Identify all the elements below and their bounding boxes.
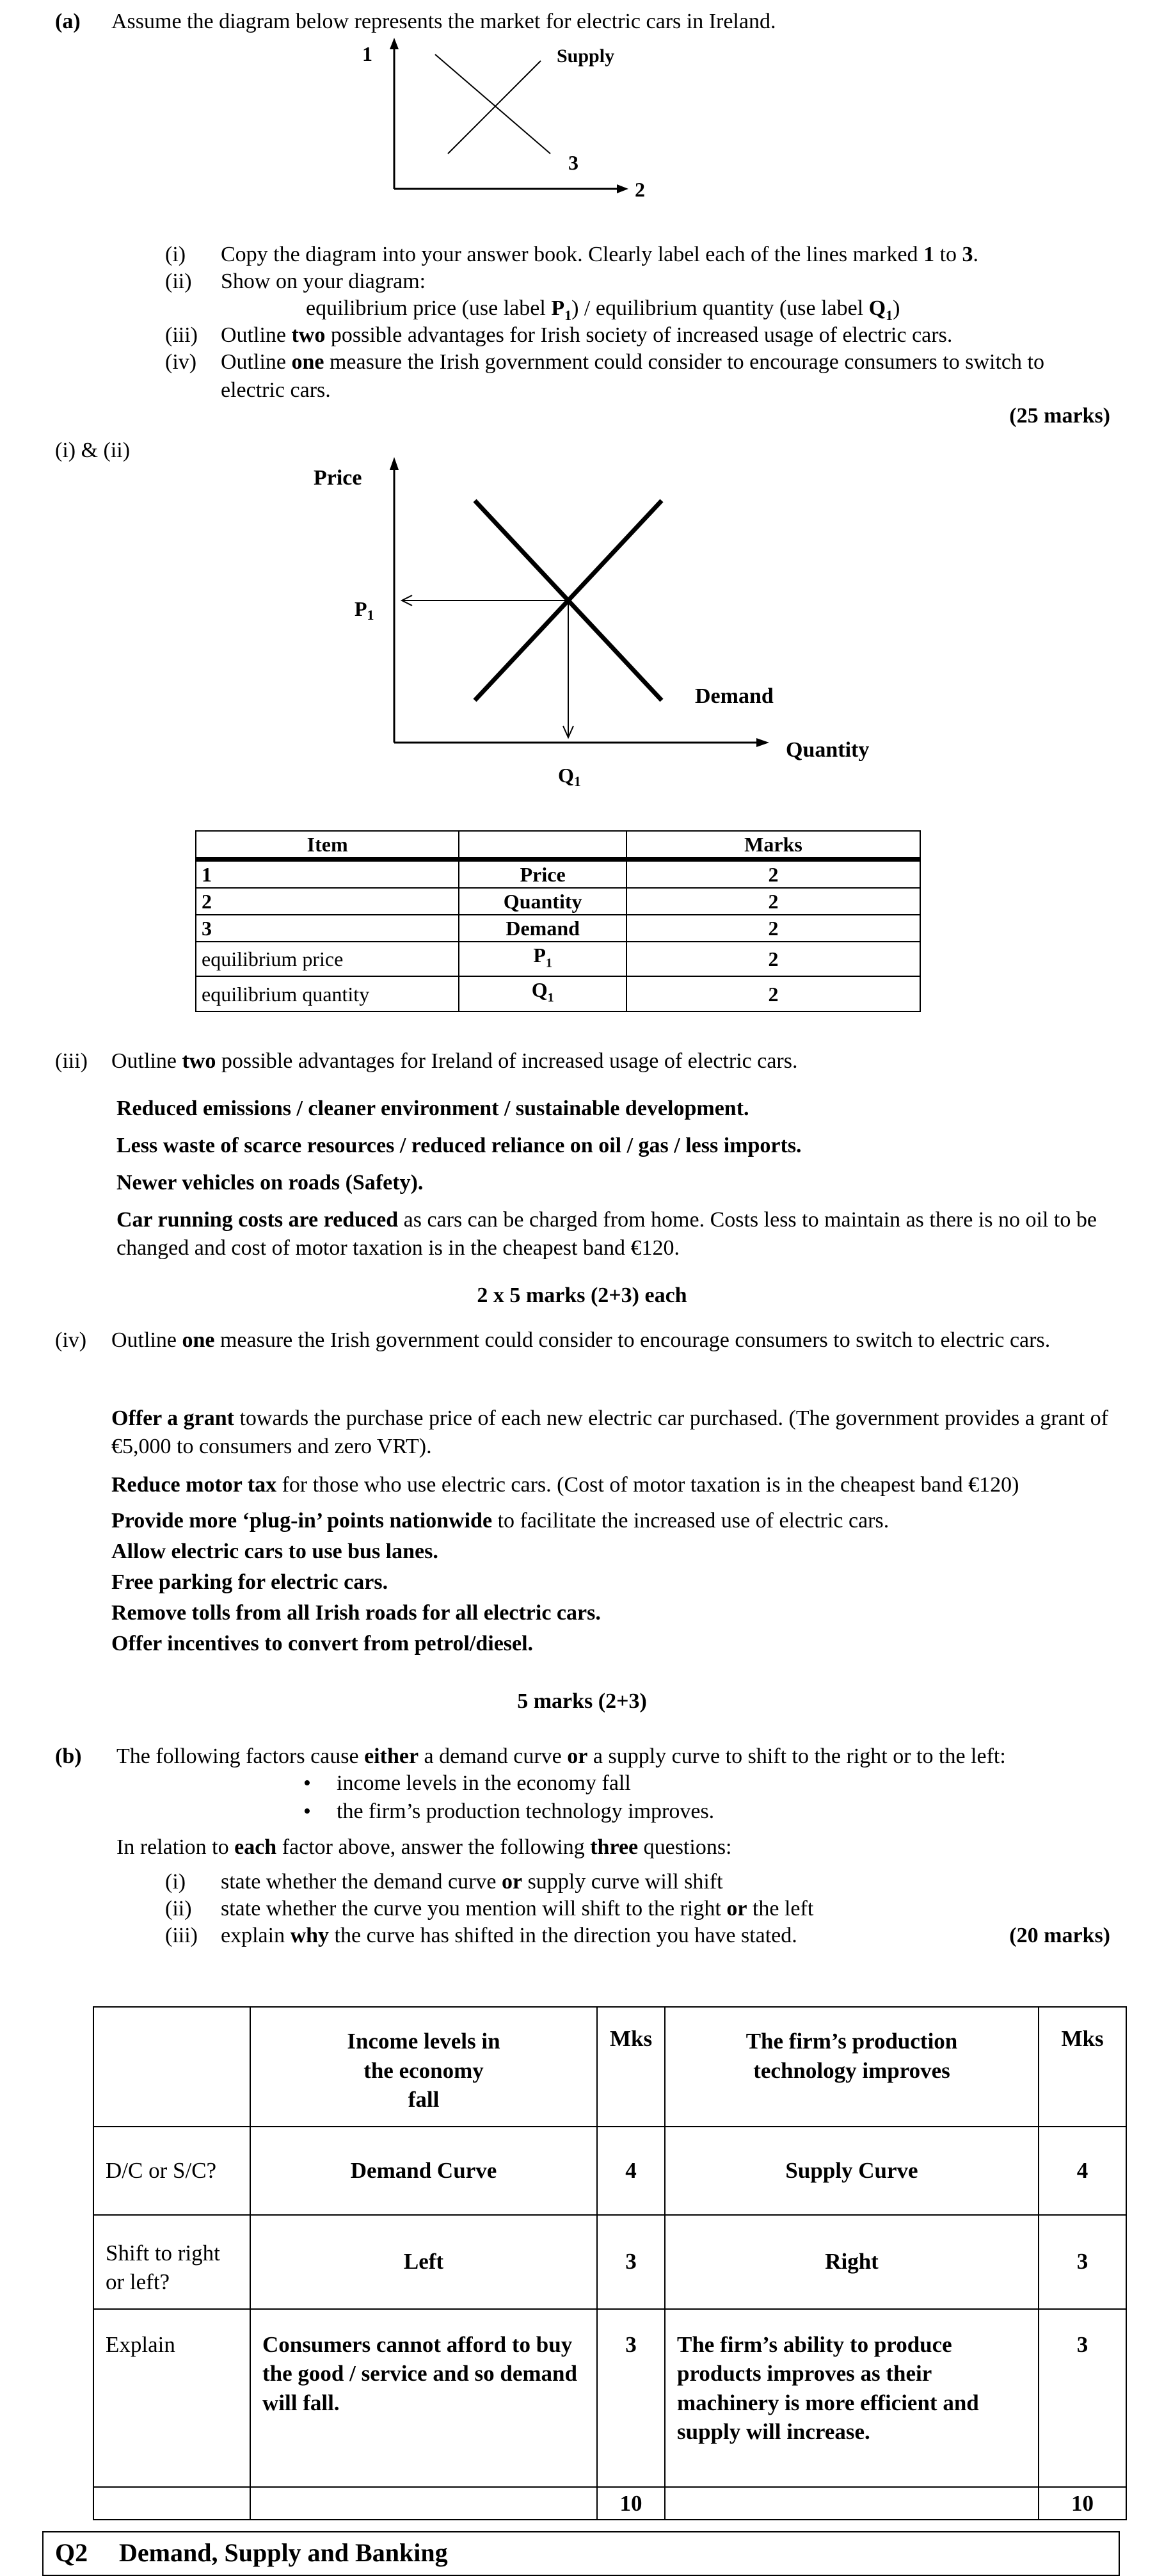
section-title: Demand, Supply and Banking — [119, 2538, 448, 2567]
part-b-label: (b) — [55, 1744, 82, 1768]
part-a-question: Assume the diagram below represents the market for electric cars in Ireland. — [111, 10, 776, 33]
grid-header-row — [93, 2007, 1126, 2127]
part-iii-answer: Less waste of scarce resources / reduced reliance on oil / gas / less imports. — [116, 1134, 802, 1157]
graph-q1-label: Q1 — [558, 764, 581, 789]
grid-cell — [665, 2487, 1039, 2520]
part-iii-answer: Newer vehicles on roads (Safety). — [116, 1171, 424, 1195]
part-iv-answer: Offer a grant towards the purchase price of each new electric car purchased. (The government provides a grant of €5,000 to consumers and zero VRT). — [111, 1406, 1108, 1459]
grid-cell: D/C or S/C? — [93, 2127, 250, 2215]
part-a-label: (a) — [55, 10, 81, 33]
grid-cell: 3 — [597, 2309, 665, 2487]
part-b-answer-grid — [93, 2006, 1127, 2520]
table-row — [196, 915, 920, 942]
diagram-label-3: 3 — [568, 151, 578, 174]
part-iv-answer: Free parking for electric cars. — [111, 1570, 388, 1594]
grid-cell: Right — [665, 2215, 1039, 2309]
grid-header: Income levels in the economy fall — [250, 2007, 597, 2127]
diagram-label-1: 1 — [362, 42, 372, 65]
diagram-supply-label: Supply — [557, 45, 615, 67]
table-row — [196, 942, 920, 976]
table-header: Item — [196, 831, 459, 860]
bullet-dot: • — [303, 1771, 311, 1795]
item-iii-num: (iii) — [165, 323, 198, 347]
item-iv-text: Outline one measure the Irish government could consider to encourage consumers to switch to electric cars. — [221, 350, 1044, 403]
part-b-q-num: (ii) — [165, 1897, 192, 1920]
table-cell: 2 — [626, 915, 920, 942]
part-b-intro: The following factors cause either a demand curve or a supply curve to shift to the right or to the left: — [116, 1744, 1006, 1768]
table-cell: 2 — [626, 942, 920, 976]
part-iii-num: (iii) — [55, 1049, 88, 1073]
part-b-q-text: explain why the curve has shifted in the direction you have stated. — [221, 1924, 797, 1947]
part-iv-answer: Provide more ‘plug-in’ points nationwide to facilitate the increased use of electric cars. — [111, 1509, 889, 1533]
part-iii-answer: Reduced emissions / cleaner environment / sustainable development. — [116, 1097, 749, 1120]
part-iv-answer: Reduce motor tax for those who use electric cars. (Cost of motor taxation is in the cheapest band €120) — [111, 1473, 1019, 1497]
grid-cell: 3 — [1039, 2309, 1126, 2487]
item-iv-num: (iv) — [165, 350, 197, 374]
part-b-relation: In relation to each factor above, answer the following three questions: — [116, 1835, 732, 1859]
table-header: Marks — [626, 831, 920, 860]
grid-cell: Explain — [93, 2309, 250, 2487]
grid-cell: 3 — [597, 2215, 665, 2309]
part-a-marks: (25 marks) — [1009, 404, 1110, 428]
table-cell: 2 — [626, 860, 920, 889]
item-i-num: (i) — [165, 243, 186, 266]
question-diagram — [339, 35, 659, 208]
grid-cell: Shift to right or left? — [93, 2215, 250, 2309]
part-iv-answer: Offer incentives to convert from petrol/diesel. — [111, 1632, 534, 1655]
table-cell: 2 — [196, 888, 459, 915]
part-iii-answer: Car running costs are reduced as cars can be charged from home. Costs less to maintain as there is no oil to be changed and cost of motor taxation is in the cheapest band €120. — [116, 1208, 1097, 1260]
grid-header: Mks — [597, 2007, 665, 2127]
table-cell: 1 — [196, 860, 459, 889]
item-iii-text: Outline two possible advantages for Irish society of increased usage of electric cars. — [221, 323, 953, 347]
grid-cell: Left — [250, 2215, 597, 2309]
table-cell: Quantity — [459, 888, 626, 915]
graph-price-label: Price — [314, 466, 362, 490]
table-cell: 3 — [196, 915, 459, 942]
table-row — [196, 860, 920, 889]
grid-row — [93, 2127, 1126, 2215]
table-cell: equilibrium price — [196, 942, 459, 976]
table-cell: Price — [459, 860, 626, 889]
part-iii-marks: 2 x 5 marks (2+3) each — [477, 1284, 687, 1307]
part-iv-marks: 5 marks (2+3) — [517, 1689, 647, 1713]
grid-header: Mks — [1039, 2007, 1126, 2127]
graph-p1-label: P1 — [355, 597, 374, 623]
table-cell: 2 — [626, 976, 920, 1011]
table-header-row — [196, 831, 920, 860]
table-cell: equilibrium quantity — [196, 976, 459, 1011]
grid-cell — [93, 2487, 250, 2520]
grid-cell: 4 — [1039, 2127, 1126, 2215]
grid-total-row — [93, 2487, 1126, 2520]
table-row — [196, 976, 920, 1011]
part-iv-answer: Remove tolls from all Irish roads for all electric cars. — [111, 1601, 601, 1625]
section-header-box — [42, 2531, 1120, 2576]
grid-header: The firm’s production technology improves — [665, 2007, 1039, 2127]
bullet-item: income levels in the economy fall — [337, 1771, 631, 1795]
part-iv-answer: Allow electric cars to use bus lanes. — [111, 1540, 438, 1563]
bullet-item: the firm’s production technology improves. — [337, 1799, 715, 1823]
part-iii-question: Outline two possible advantages for Ireland of increased usage of electric cars. — [111, 1049, 798, 1073]
grid-cell: Supply Curve — [665, 2127, 1039, 2215]
item-ii-text: Show on your diagram: — [221, 270, 426, 293]
part-iv-num: (iv) — [55, 1328, 87, 1352]
table-cell: $Q_1$ — [459, 976, 626, 1011]
grid-cell: 3 — [1039, 2215, 1126, 2309]
grid-row — [93, 2215, 1126, 2309]
grid-cell: Demand Curve — [250, 2127, 597, 2215]
part-iv-question: Outline one measure the Irish government could consider to encourage consumers to switch to electric cars. — [111, 1328, 1051, 1352]
section-number: Q2 — [55, 2538, 88, 2567]
marking-table — [195, 830, 921, 1012]
grid-cell: The firm’s ability to produce products improves as their machinery is more efficient and supply will increase. — [665, 2309, 1039, 2487]
part-b-q-text: state whether the demand curve or supply curve will shift — [221, 1870, 723, 1894]
grid-cell — [93, 2007, 250, 2127]
answer-i-ii-label: (i) & (ii) — [55, 439, 131, 462]
diagram-label-2: 2 — [635, 178, 645, 201]
item-ii-num: (ii) — [165, 270, 192, 293]
bullet-dot: • — [303, 1799, 311, 1823]
grid-total: 10 — [1039, 2487, 1126, 2520]
graph-quantity-label: Quantity — [786, 738, 870, 762]
graph-demand-label: Demand — [695, 684, 774, 708]
table-header — [459, 831, 626, 860]
part-b-q-text: state whether the curve you mention will shift to the right or the left — [221, 1897, 814, 1920]
grid-cell — [250, 2487, 597, 2520]
table-row — [196, 888, 920, 915]
table-cell: Demand — [459, 915, 626, 942]
part-b-q-num: (iii) — [165, 1924, 198, 1947]
table-cell: 2 — [626, 888, 920, 915]
grid-cell: Consumers cannot afford to buy the good / service and so demand will fall. — [250, 2309, 597, 2487]
equilibrium-labels-line: equilibrium price (use label $P_1$) / equilibrium quantity (use label $Q_1$) — [306, 296, 900, 323]
item-i-text: Copy the diagram into your answer book. Clearly label each of the lines marked 1 to 3. — [221, 243, 979, 266]
grid-row — [93, 2309, 1126, 2487]
part-b-marks: (20 marks) — [1009, 1924, 1110, 1947]
part-b-q-num: (i) — [165, 1870, 186, 1894]
table-cell: $P_1$ — [459, 942, 626, 976]
grid-cell: 4 — [597, 2127, 665, 2215]
grid-total: 10 — [597, 2487, 665, 2520]
answer-diagram — [307, 448, 896, 794]
